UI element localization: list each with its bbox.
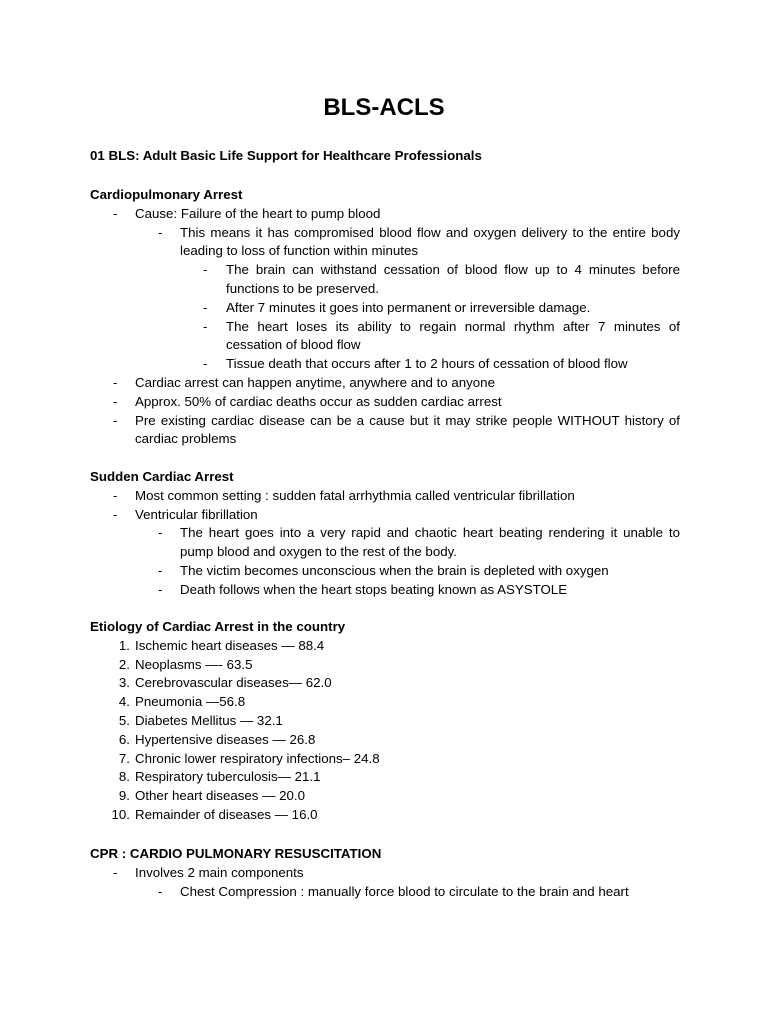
list-item-text: Pre existing cardiac disease can be a cause but it may strike people WITHOUT history of cardiac problems: [135, 412, 680, 447]
numbered-item: [90, 637, 680, 656]
cardiopulmonary-list: [90, 205, 680, 449]
item-number: 3.: [118, 675, 130, 691]
section-heading: 01 BLS: Adult Basic Life Support for Healthcare Professionals: [90, 148, 482, 163]
list-item-text: Death follows when the heart stops beating known as ASYSTOLE: [180, 581, 568, 597]
item-number: 9.: [118, 788, 130, 804]
list-item-text: Chest Compression : manually force blood to circulate to the brain and heart: [180, 883, 629, 899]
section-heading-block: [90, 147, 680, 166]
list-item: [90, 261, 680, 299]
list-item: [90, 506, 680, 525]
list-item-text: After 7 minutes it goes into permanent or irreversible damage.: [226, 299, 591, 315]
etiology-heading: Etiology of Cardiac Arrest in the country: [90, 619, 346, 634]
list-item-text: Involves 2 main components: [135, 864, 304, 880]
list-item-text: This means it has compromised blood flow and oxygen delivery to the entire body leading to loss of function within minutes: [180, 224, 680, 259]
sudden-cardiac-heading: Sudden Cardiac Arrest: [90, 469, 234, 484]
list-item-text: Approx. 50% of cardiac deaths occur as sudden cardiac arrest: [135, 393, 502, 409]
dash-bullet: -: [203, 299, 208, 315]
list-item: [90, 524, 680, 562]
dash-bullet: -: [158, 581, 163, 597]
list-item-text: The heart loses its ability to regain normal rhythm after 7 minutes of cessation of blood flow: [226, 318, 680, 353]
dash-bullet: -: [113, 205, 118, 221]
list-item: [90, 562, 680, 581]
dash-bullet: -: [113, 412, 118, 428]
cpr-list: [90, 864, 680, 902]
list-item-text: Ventricular fibrillation: [135, 506, 258, 522]
numbered-item-text: Cerebrovascular diseases— 62.0: [135, 675, 332, 691]
numbered-item-text: Chronic lower respiratory infections– 24.8: [135, 750, 380, 766]
list-item: [90, 318, 680, 356]
dash-bullet: -: [158, 525, 163, 541]
list-item: [90, 883, 680, 902]
item-number: 6.: [118, 731, 130, 747]
numbered-item: [90, 768, 680, 787]
list-item-text: Most common setting : sudden fatal arrhythmia called ventricular fibrillation: [135, 487, 575, 503]
dash-bullet: -: [203, 356, 208, 372]
list-item: [90, 487, 680, 506]
dash-bullet: -: [113, 864, 118, 880]
list-item-text: Cardiac arrest can happen anytime, anywhere and to anyone: [135, 374, 495, 390]
dash-bullet: -: [113, 374, 118, 390]
list-item-text: Tissue death that occurs after 1 to 2 hours of cessation of blood flow: [226, 356, 628, 372]
item-number: 7.: [118, 750, 130, 766]
numbered-item-text: Other heart diseases — 20.0: [135, 788, 305, 804]
dash-bullet: -: [158, 883, 163, 899]
dash-bullet: -: [203, 318, 208, 334]
document-title: BLS-ACLS: [323, 94, 445, 121]
list-item: [90, 355, 680, 374]
cardiopulmonary-heading: Cardiopulmonary Arrest: [90, 187, 243, 202]
item-number: 4.: [118, 694, 130, 710]
cardiopulmonary-section: [90, 186, 680, 449]
numbered-item: [90, 787, 680, 806]
item-number: 10.: [111, 806, 130, 822]
numbered-item: [90, 656, 680, 675]
dash-bullet: -: [113, 506, 118, 522]
numbered-item: [90, 693, 680, 712]
etiology-section: [90, 618, 680, 825]
dash-bullet: -: [203, 262, 208, 278]
dash-bullet: -: [113, 393, 118, 409]
sudden-cardiac-list: [90, 487, 680, 600]
list-item: [90, 864, 680, 883]
dash-bullet: -: [158, 562, 163, 578]
numbered-item-text: Hypertensive diseases — 26.8: [135, 731, 316, 747]
cpr-heading: CPR : CARDIO PULMONARY RESUSCITATION: [90, 846, 382, 861]
list-item: [90, 393, 680, 412]
list-item-text: The victim becomes unconscious when the brain is depleted with oxygen: [180, 562, 609, 578]
list-item: [90, 299, 680, 318]
item-number: 1.: [118, 637, 130, 653]
item-number: 2.: [118, 656, 130, 672]
numbered-item-text: Respiratory tuberculosis— 21.1: [135, 769, 321, 785]
numbered-item-text: Neoplasms —- 63.5: [135, 656, 253, 672]
list-item: [90, 412, 680, 450]
numbered-item: [90, 674, 680, 693]
list-item: [90, 581, 680, 600]
etiology-list: [90, 637, 680, 825]
list-item-text: The heart goes into a very rapid and chaotic heart beating rendering it unable to pump blood and oxygen to the rest of the body.: [180, 525, 680, 560]
item-number: 5.: [118, 712, 130, 728]
numbered-item: [90, 731, 680, 750]
sudden-cardiac-section: [90, 468, 680, 600]
numbered-item: [90, 750, 680, 769]
list-item-text: Cause: Failure of the heart to pump blood: [135, 205, 381, 221]
numbered-item: [90, 712, 680, 731]
dash-bullet: -: [113, 487, 118, 503]
list-item: [90, 224, 680, 262]
numbered-item-text: Ischemic heart diseases — 88.4: [135, 637, 325, 653]
list-item: [90, 374, 680, 393]
numbered-item-text: Diabetes Mellitus — 32.1: [135, 712, 283, 728]
numbered-item: [90, 806, 680, 825]
list-item-text: The brain can withstand cessation of blood flow up to 4 minutes before functions to be preserved.: [226, 262, 680, 296]
dash-bullet: -: [158, 224, 163, 240]
numbered-item-text: Pneumonia —56.8: [135, 694, 246, 710]
item-number: 8.: [118, 769, 130, 785]
numbered-item-text: Remainder of diseases — 16.0: [135, 806, 318, 822]
cpr-section: [90, 845, 680, 901]
list-item: [90, 205, 680, 224]
